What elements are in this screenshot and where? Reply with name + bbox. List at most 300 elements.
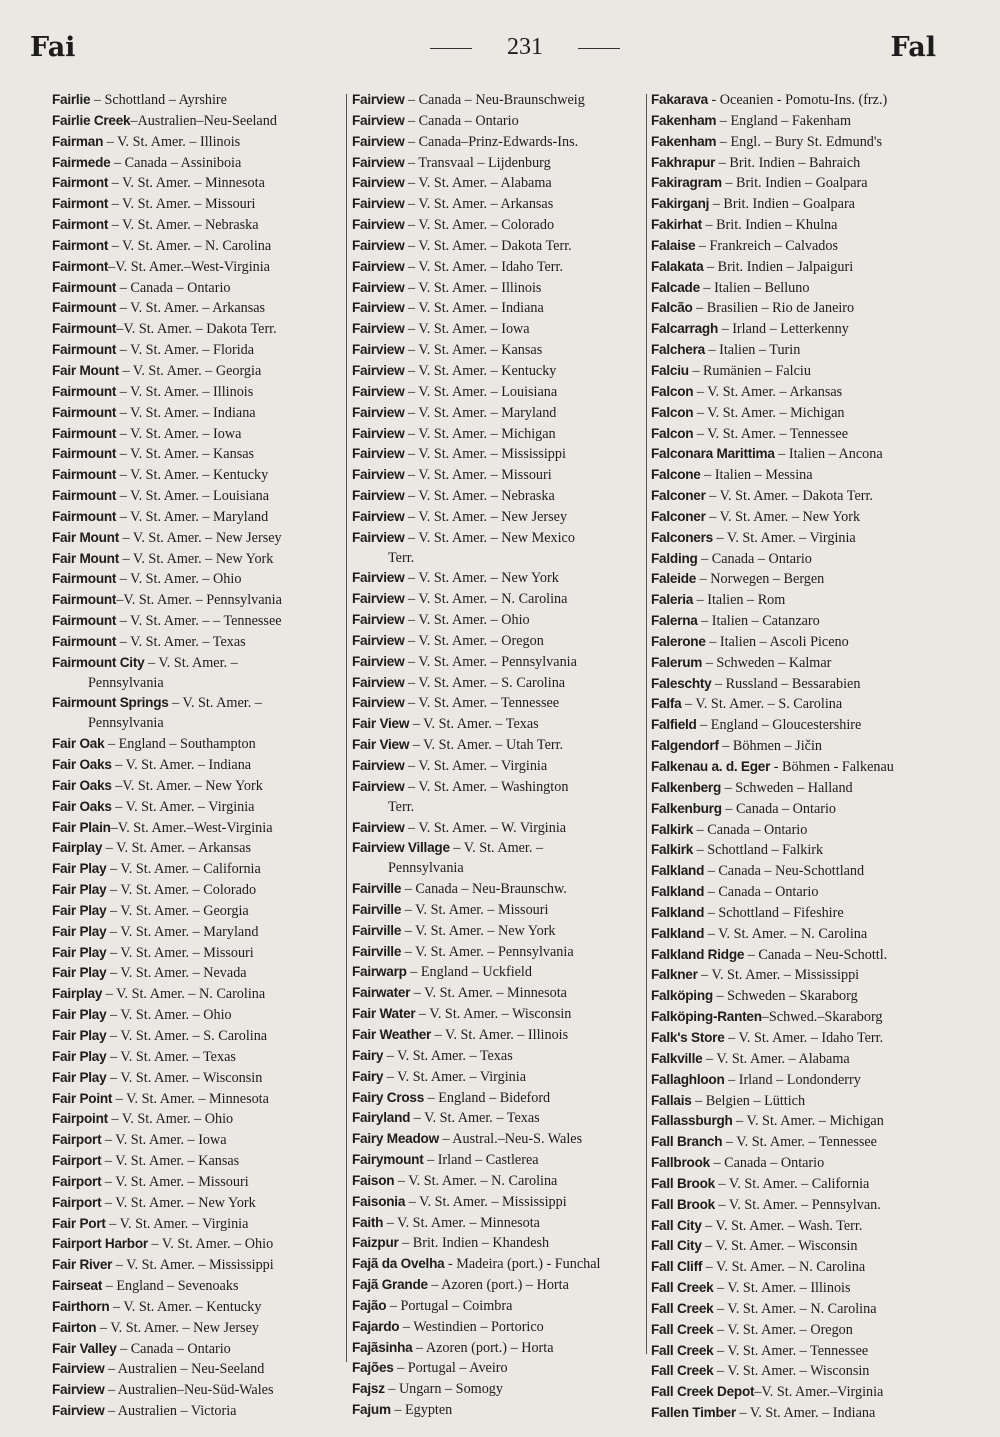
- place-name: Falköping: [651, 988, 713, 1004]
- place-name: Fajãsinha: [352, 1339, 413, 1355]
- gazetteer-entry: [352, 111, 644, 132]
- place-location: – V. St. Amer. – Virginia: [111, 798, 255, 815]
- place-location: – Rumänien – Falciu: [688, 362, 811, 379]
- gazetteer-entry: [651, 465, 945, 486]
- place-location: – Italien – Rom: [693, 592, 786, 609]
- place-location: – V. St. Amer. – Tennessee: [722, 1134, 877, 1151]
- place-location: – Italien – Belluno: [699, 279, 810, 296]
- gazetteer-entry: [52, 465, 342, 486]
- place-name: Fall Creek Depot: [651, 1384, 755, 1400]
- place-location: – V. St. Amer. –: [449, 840, 544, 857]
- place-location: – V. St. Amer. – Dakota Terr.: [404, 237, 572, 254]
- place-location: – V. St. Amer. – Indiana: [404, 300, 544, 317]
- place-location: – Brit. Indien – Khandesh: [398, 1235, 550, 1252]
- gazetteer-entry: [52, 1401, 342, 1422]
- place-location: – V. St. Amer. – Virginia: [105, 1215, 249, 1232]
- place-location: – Egypten: [390, 1402, 453, 1419]
- gazetteer-entry: [52, 1380, 342, 1401]
- place-name: Fair Point: [52, 1090, 113, 1106]
- place-name: Fair Play: [52, 1069, 107, 1085]
- place-location: – Engl. – Bury St. Edmund's: [716, 133, 882, 150]
- place-name: Fair Play: [52, 1007, 107, 1023]
- place-location: – V. St. Amer. – Mississippi: [405, 1193, 567, 1210]
- place-name: Fairmount: [52, 321, 117, 337]
- place-location: – V. St. Amer. – Iowa: [404, 321, 530, 338]
- place-location: – Azoren (port.) – Horta: [412, 1339, 554, 1356]
- place-name: Falconer: [651, 508, 706, 524]
- place-name: Fairplay: [52, 840, 103, 856]
- place-name: Fairview: [352, 237, 405, 253]
- place-location: – Canada – Neu-Schottland: [704, 863, 865, 880]
- place-location: – Brit. Indien – Goalpara: [721, 175, 868, 192]
- place-location: – Irland – Castlerea: [423, 1152, 539, 1169]
- place-name: Fairmont: [52, 196, 109, 212]
- gazetteer-entry: [352, 1254, 644, 1275]
- place-location: – V. St. Amer. – Virginia: [383, 1068, 527, 1085]
- place-location: – V. St. Amer. – Ohio: [116, 571, 242, 588]
- gazetteer-entry: [352, 1379, 644, 1400]
- place-location: – V. St. Amer. – Georgia: [106, 902, 249, 919]
- place-location: – V. St. Amer. – Wisconsin: [415, 1006, 572, 1023]
- gazetteer-entry: [52, 1255, 342, 1276]
- gazetteer-entry: [651, 1028, 945, 1049]
- place-name: Faleria: [651, 592, 694, 608]
- gazetteer-entry: [52, 611, 342, 632]
- place-location: – V. St. Amer. – Nevada: [106, 965, 247, 982]
- gazetteer-entry: [52, 693, 342, 714]
- entry-continuation: [352, 549, 644, 569]
- place-name: Fair Mount: [52, 362, 119, 378]
- place-name: Falcon: [651, 404, 694, 420]
- gazetteer-entry: [52, 319, 342, 340]
- gazetteer-entry: [651, 1153, 945, 1174]
- page-header: [30, 30, 936, 70]
- place-name: Falgendorf: [651, 738, 719, 754]
- place-location: –Schwed.–Skaraborg: [761, 1009, 883, 1026]
- place-location: – V. St. Amer. – Wisconsin: [701, 1238, 858, 1255]
- place-location: – Canada – Ontario: [116, 1340, 231, 1357]
- place-location: –V. St. Amer.–Virginia: [754, 1384, 884, 1401]
- gazetteer-entry: [651, 590, 945, 611]
- place-location: – V. St. Amer. – N. Carolina: [704, 925, 868, 942]
- gazetteer-entry: [352, 673, 644, 694]
- gazetteer-entry: [651, 1257, 945, 1278]
- place-location: – Schweden – Skaraborg: [712, 988, 858, 1005]
- place-name: Falkland: [651, 904, 705, 920]
- place-name: Fallbrook: [651, 1155, 710, 1171]
- gazetteer-entry: [651, 153, 945, 174]
- gazetteer-entry: [352, 1213, 644, 1234]
- place-name: Fairmount: [52, 425, 117, 441]
- place-location: – V. St. Amer. – Ohio: [404, 612, 530, 629]
- place-name: Fairview: [352, 819, 405, 835]
- place-location: – Canada – Neu-Braunschweig: [404, 92, 585, 108]
- place-location: – V. St. Amer. – New Jersey: [404, 508, 568, 525]
- place-location: – Brit. Indien – Khulna: [701, 217, 838, 234]
- place-location: – England – Sevenoaks: [102, 1278, 239, 1295]
- place-name: Fairview: [352, 425, 405, 441]
- gazetteer-entry: [352, 132, 644, 153]
- place-name: Fairmont: [52, 175, 109, 191]
- place-name: Fair Play: [52, 1027, 107, 1043]
- gazetteer-entry: [352, 1108, 644, 1129]
- place-location: – V. St. Amer. – N. Carolina: [108, 237, 272, 254]
- gazetteer-entry: [651, 674, 945, 695]
- place-location: – Frankreich – Calvados: [695, 237, 838, 254]
- place-name: Fairmount: [52, 404, 117, 420]
- place-location: – V. St. Amer. – Kansas: [101, 1153, 240, 1170]
- place-name: Falköping-Ranten: [651, 1009, 762, 1025]
- place-name: Falconer: [651, 488, 706, 504]
- place-location: – V. St. Amer. – Wisconsin: [106, 1069, 263, 1086]
- gazetteer-entry: [352, 610, 644, 631]
- place-location: – Canada–Prinz-Edwards-Ins.: [404, 133, 579, 150]
- place-name: Fairy Meadow: [352, 1131, 439, 1147]
- gazetteer-entry: [52, 236, 342, 257]
- place-name: Fairville: [352, 881, 402, 897]
- gazetteer-entry: [651, 173, 945, 194]
- place-name: Faith: [352, 1214, 384, 1230]
- place-name: Fakirganj: [651, 196, 710, 212]
- place-location: – V. St. Amer. – Illinois: [103, 133, 241, 150]
- place-name: Fall Branch: [651, 1134, 723, 1150]
- place-name: Fajões: [352, 1360, 394, 1376]
- place-name: Fairview: [352, 570, 405, 586]
- gazetteer-entry: [52, 1297, 342, 1318]
- place-location: – England – Gloucestershire: [696, 717, 862, 734]
- place-name: Fakenham: [651, 112, 717, 128]
- gazetteer-entry: [651, 1132, 945, 1153]
- gazetteer-entry: [52, 424, 342, 445]
- gazetteer-entry: [651, 757, 945, 778]
- gazetteer-entry: [651, 486, 945, 507]
- gazetteer-entry: [52, 632, 342, 653]
- gazetteer-entry: [52, 943, 342, 964]
- place-location: – V. St. Amer. – S. Carolina: [681, 696, 843, 713]
- place-location: – Canada – Ontario: [709, 1155, 825, 1172]
- place-name: Fair Play: [52, 944, 107, 960]
- entry-column-1: [52, 90, 342, 1422]
- place-name: Fair Oaks: [52, 777, 112, 793]
- place-name: Fair Play: [52, 861, 107, 877]
- place-location: –V. St. Amer. – New York: [111, 777, 263, 794]
- place-name: Fairmount: [52, 300, 117, 316]
- gazetteer-entry: [651, 1174, 945, 1195]
- place-name: Fair Port: [52, 1215, 106, 1231]
- gazetteer-entry: [52, 194, 342, 215]
- place-location: – V. St. Amer. – Washington: [404, 778, 569, 795]
- place-name: Fairy: [352, 1047, 384, 1063]
- gazetteer-entry: [52, 1005, 342, 1026]
- place-location: – Portugal – Coimbra: [386, 1297, 513, 1314]
- place-name: Fairview: [352, 279, 405, 295]
- gazetteer-entry: [52, 1214, 342, 1235]
- place-name: Fair River: [52, 1257, 113, 1273]
- place-name: Falcon: [651, 383, 694, 399]
- gazetteer-entry: [352, 340, 644, 361]
- gazetteer-entry: [52, 880, 342, 901]
- place-location: – Brit. Indien – Jalpaiguri: [703, 258, 854, 275]
- place-location: – Canada – Ontario: [116, 279, 231, 296]
- gazetteer-entry: [651, 382, 945, 403]
- place-name: Fairview: [352, 758, 405, 773]
- place-name: Fairville: [352, 922, 402, 938]
- place-name: Fallaghloon: [651, 1071, 725, 1087]
- gazetteer-entry: [352, 962, 644, 983]
- place-name: Fairport: [52, 1194, 102, 1210]
- gazetteer-entry: [352, 194, 644, 215]
- place-name: Falciu: [651, 362, 689, 378]
- gazetteer-entry: [352, 90, 644, 111]
- gazetteer-entry: [52, 1359, 342, 1380]
- entry-continuation: [52, 674, 342, 694]
- place-location: – V. St. Amer. – New York: [404, 570, 559, 587]
- place-name: Falkenberg: [651, 779, 722, 795]
- gazetteer-entry: [651, 1299, 945, 1320]
- gazetteer-entry: [651, 1111, 945, 1132]
- place-name: Fair Weather: [352, 1026, 432, 1042]
- gazetteer-entry: [52, 1026, 342, 1047]
- gazetteer-entry: [651, 903, 945, 924]
- place-name: Fairmount Springs: [52, 695, 169, 711]
- gazetteer-entry: [651, 778, 945, 799]
- gazetteer-entry: [651, 653, 945, 674]
- gazetteer-entry: [52, 1109, 342, 1130]
- place-location: – Schottland – Falkirk: [693, 842, 824, 859]
- place-location: – Australien – Neu-Seeland: [104, 1361, 265, 1378]
- place-name: Fairview: [352, 467, 405, 483]
- place-location: – Canada – Ontario: [704, 884, 819, 901]
- gazetteer-entry: [52, 278, 342, 299]
- place-name: Fair Play: [52, 923, 107, 939]
- gazetteer-entry: [52, 838, 342, 859]
- place-name: Fairview: [352, 508, 405, 524]
- place-location: – V. St. Amer. – New York: [118, 550, 274, 567]
- place-name: Fairmount: [52, 571, 117, 587]
- place-name: Fairville: [352, 901, 402, 917]
- place-location: – V. St. Amer. – Texas: [116, 633, 246, 650]
- gazetteer-entry: [352, 921, 644, 942]
- gazetteer-entry: [651, 1278, 945, 1299]
- place-location: – Australien – Victoria: [104, 1403, 237, 1420]
- place-location: – V. St. Amer. – Kentucky: [116, 467, 269, 484]
- place-location: – V. St. Amer. – Minnesota: [112, 1090, 269, 1107]
- place-location: – V. St. Amer. – Indiana: [735, 1405, 876, 1422]
- gazetteer-entry: [651, 1070, 945, 1091]
- gazetteer-entry: [52, 486, 342, 507]
- place-name: Fall Cliff: [651, 1259, 703, 1275]
- place-location: - Madeira (port.) - Funchal: [444, 1256, 601, 1273]
- place-name: Falcon: [651, 425, 694, 441]
- place-name: Fair Play: [52, 1048, 107, 1064]
- place-name: Falerum: [651, 654, 703, 670]
- gazetteer-entry: [651, 965, 945, 986]
- gazetteer-entry: [352, 1296, 644, 1317]
- place-name: Fairthorn: [52, 1298, 110, 1314]
- place-location: –Australien–Neu-Seeland: [130, 112, 277, 129]
- place-name: Fair Play: [52, 902, 107, 918]
- place-location: – V. St. Amer. – Idaho Terr.: [724, 1029, 884, 1046]
- gazetteer-entry: [352, 652, 644, 673]
- gazetteer-entry: [352, 1358, 644, 1379]
- place-location: – Canada – Ontario: [721, 800, 837, 817]
- place-location: – Belgien – Lüttich: [691, 1092, 806, 1109]
- place-name: Fairview: [352, 258, 405, 274]
- place-location: – Westindien – Portorico: [399, 1318, 544, 1335]
- place-name: Falconara Marittima: [651, 446, 775, 462]
- place-location: – Portugal – Aveiro: [393, 1360, 508, 1377]
- gazetteer-entry: [52, 257, 342, 278]
- gazetteer-entry: [651, 1007, 945, 1028]
- gazetteer-entry: [352, 756, 644, 777]
- place-location: – Italien – Messina: [700, 467, 813, 484]
- place-name: Fairmount: [52, 592, 117, 608]
- place-name: Falkirk: [651, 821, 694, 837]
- place-name: Fair Play: [52, 882, 107, 898]
- gazetteer-entry: [352, 319, 644, 340]
- place-name: Fair Water: [352, 1006, 416, 1022]
- gazetteer-entry: [651, 298, 945, 319]
- gazetteer-entry: [651, 319, 945, 340]
- place-location: – V. St. Amer. –: [144, 654, 238, 671]
- place-location: – Canada – Assiniboia: [110, 154, 242, 171]
- place-name: Fair Mount: [52, 550, 119, 566]
- gazetteer-entry: [651, 632, 945, 653]
- place-location: –V. St. Amer.–West-Virginia: [110, 819, 273, 836]
- place-name: Fairview: [352, 154, 405, 170]
- gazetteer-entry: [52, 132, 342, 153]
- place-location: – V. St. Amer. – New York: [705, 508, 861, 525]
- place-location: – V. St. Amer. – Louisiana: [404, 383, 558, 400]
- gazetteer-entry: [651, 799, 945, 820]
- gazetteer-entry: [352, 1317, 644, 1338]
- gazetteer-entry: [52, 1234, 342, 1255]
- gazetteer-entry: [651, 611, 945, 632]
- place-location: – V. St. Amer. – Illinois: [713, 1280, 851, 1297]
- place-name: Falk's Store: [651, 1029, 725, 1045]
- gazetteer-entry: [651, 194, 945, 215]
- place-location: – V. St. Amer. – Arkansas: [693, 383, 843, 400]
- place-name: Falchera: [651, 342, 705, 358]
- place-name: Falcarragh: [651, 321, 719, 337]
- place-name: Fairview: [352, 695, 405, 711]
- place-name: Fairview: [352, 404, 405, 420]
- place-location: - Oceanien - Pomotu-Ins. (frz.): [707, 92, 888, 108]
- place-location: – V. St. Amer. – Indiana: [111, 757, 252, 773]
- place-location: –V. St. Amer. – Pennsylvania: [116, 592, 282, 609]
- gazetteer-entry: [52, 111, 342, 132]
- place-location: – V. St. Amer. – New York: [101, 1194, 256, 1211]
- place-location: – V. St. Amer. – Wash. Terr.: [701, 1217, 863, 1234]
- place-name: Fairview: [52, 1382, 105, 1398]
- place-name: Fakarava: [651, 92, 708, 107]
- place-location: – V. St. Amer. – Missouri: [404, 467, 552, 484]
- place-name: Fall Creek: [651, 1321, 714, 1337]
- place-location: – V. St. Amer. – California: [106, 861, 261, 878]
- place-location: – Brit. Indien – Goalpara: [709, 196, 855, 213]
- place-location: – Austral.–Neu-S. Wales: [438, 1131, 583, 1148]
- place-location: – Italien – Catanzaro: [697, 613, 820, 630]
- place-location: – V. St. Amer. – Utah Terr.: [409, 737, 564, 754]
- gazetteer-entry: [52, 1089, 342, 1110]
- place-name: Fairview: [352, 342, 405, 358]
- gazetteer-entry: [52, 922, 342, 943]
- place-location: – V. St. Amer. – Arkansas: [404, 196, 554, 213]
- place-location: – Canada – Ontario: [697, 550, 812, 567]
- place-location: – V. St. Amer. – Maryland: [106, 923, 259, 940]
- gazetteer-entry: [352, 278, 644, 299]
- place-location: – V. St. Amer. – N. Carolina: [394, 1172, 558, 1189]
- place-location: – V. St. Amer. – Kansas: [116, 446, 255, 463]
- place-name: Fair Play: [52, 965, 107, 981]
- place-location: – V. St. Amer. – Minnesota: [383, 1214, 540, 1231]
- place-name: Falcone: [651, 467, 701, 483]
- place-name: Fairpoint: [52, 1111, 108, 1127]
- place-name: Falfa: [651, 696, 682, 712]
- gazetteer-entry: [352, 298, 644, 319]
- gazetteer-entry: [52, 444, 342, 465]
- place-location: – V. St. Amer. – S. Carolina: [106, 1027, 268, 1044]
- gazetteer-entry: [651, 1195, 945, 1216]
- place-name: Falkland Ridge: [651, 946, 745, 962]
- gazetteer-entry: [651, 1403, 945, 1424]
- place-name: Fairview: [352, 446, 405, 462]
- gazetteer-entry: [52, 1172, 342, 1193]
- place-location: – Italien – Ancona: [774, 446, 883, 463]
- place-location: – V. St. Amer. – Arkansas: [102, 840, 251, 857]
- place-name: Fairmede: [52, 154, 111, 170]
- gazetteer-entry: [52, 340, 342, 361]
- gazetteer-entry: [352, 173, 644, 194]
- place-name: Fairmount City: [52, 654, 145, 670]
- place-name: Fairview: [52, 1403, 105, 1419]
- place-name: Fair Oaks: [52, 798, 112, 814]
- place-location: – V. St. Amer. – Missouri: [108, 196, 256, 213]
- place-location: – V. St. Amer. – Kansas: [404, 342, 543, 359]
- place-location: – V. St. Amer. – S. Carolina: [404, 674, 566, 691]
- place-location: – V. St. Amer. – Louisiana: [116, 488, 270, 505]
- place-location: – Transvaal – Lijdenburg: [404, 154, 551, 171]
- gazetteer-entry: [651, 694, 945, 715]
- gazetteer-entry: [651, 361, 945, 382]
- gazetteer-entry: [352, 528, 644, 549]
- place-location: – V. St. Amer. – Arkansas: [116, 300, 266, 317]
- gazetteer-entry: [352, 735, 644, 756]
- place-name: Fair Plain: [52, 819, 111, 835]
- place-location: – Russland – Bessarabien: [711, 675, 861, 692]
- gazetteer-entry: [352, 153, 644, 174]
- place-location: – V. St. Amer. – W. Virginia: [404, 819, 567, 836]
- place-name: Fairseat: [52, 1278, 103, 1294]
- gazetteer-entry: [352, 507, 644, 528]
- gazetteer-entry: [651, 549, 945, 570]
- place-name: Falkenau a. d. Eger: [651, 759, 771, 774]
- gazetteer-entry: [651, 882, 945, 903]
- place-name: Fairton: [52, 1319, 97, 1335]
- place-location: – V. St. Amer. – New Jersey: [118, 529, 282, 546]
- gazetteer-entry: [352, 424, 644, 445]
- place-name: Falkenburg: [651, 800, 722, 816]
- place-location: – V. St. Amer. – Texas: [410, 1110, 540, 1127]
- entry-continuation: [352, 859, 644, 879]
- place-name: Falkner: [651, 967, 698, 983]
- running-head-left: Fai: [30, 32, 76, 63]
- place-name: Fair View: [352, 737, 410, 753]
- gazetteer-entry: [52, 1276, 342, 1297]
- place-name: Fall Creek: [651, 1363, 714, 1379]
- place-name: Fairview: [352, 778, 405, 794]
- place-location: – V. St. Amer. – Florida: [116, 342, 255, 359]
